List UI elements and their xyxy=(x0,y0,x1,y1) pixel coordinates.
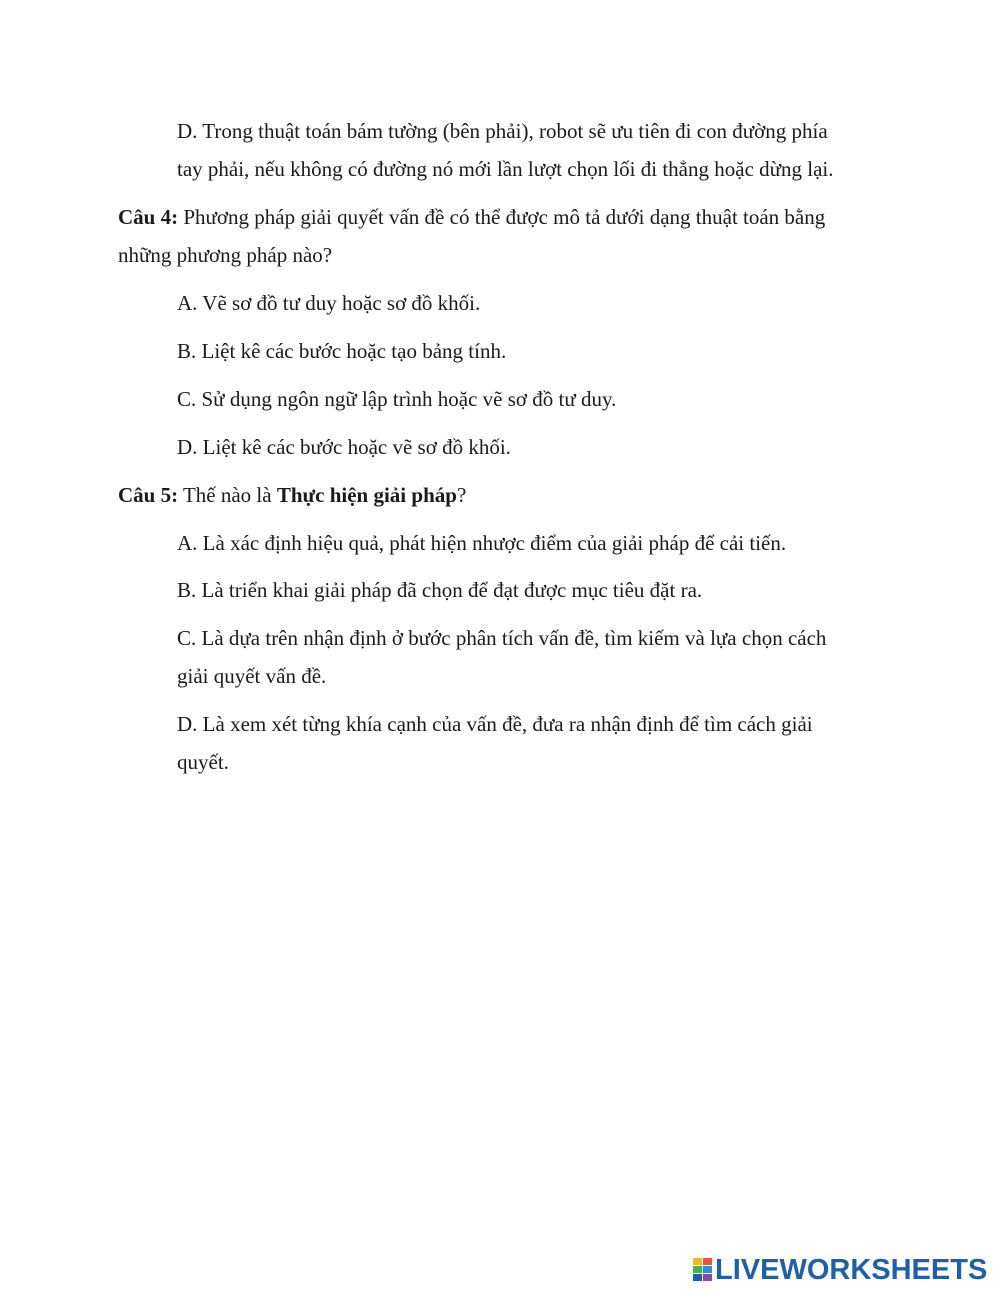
q3-option-d-line1: D. Trong thuật toán bám tường (bên phải), robot sẽ ưu tiên đi con đường phía xyxy=(177,119,828,143)
q5-option-a: A. Là xác định hiệu quả, phát hiện nhược điểm của giải pháp để cải tiến. xyxy=(177,531,787,555)
question-5-text: Thế nào là xyxy=(178,483,277,507)
q5-option-d-line2: quyết. xyxy=(177,750,229,774)
question-4-label: Câu 4: xyxy=(118,205,179,229)
question-4-line1 xyxy=(118,205,825,229)
q4-option-b: B. Liệt kê các bước hoặc tạo bảng tính. xyxy=(177,339,507,363)
q4-option-c: C. Sử dụng ngôn ngữ lập trình hoặc vẽ sơ đồ tư duy. xyxy=(177,387,617,411)
liveworksheets-blocks-icon xyxy=(693,1256,713,1284)
q5-option-c-line1: C. Là dựa trên nhận định ở bước phân tích vấn đề, tìm kiếm và lựa chọn cách xyxy=(177,626,827,650)
liveworksheets-logo xyxy=(693,1253,987,1287)
question-5-punct: ? xyxy=(456,483,467,507)
question-5-label: Câu 5: xyxy=(118,483,179,507)
question-5-bold-term: Thực hiện giải pháp xyxy=(276,483,457,507)
q5-option-b: B. Là triển khai giải pháp đã chọn để đạt được mục tiêu đặt ra. xyxy=(177,578,703,602)
question-4-text: Phương pháp giải quyết vấn đề có thể được mô tả dưới dạng thuật toán bằng xyxy=(178,205,826,229)
q5-option-d-line1: D. Là xem xét từng khía cạnh của vấn đề, đưa ra nhận định để tìm cách giải xyxy=(177,712,813,736)
q3-option-d-line2: tay phải, nếu không có đường nó mới lần lượt chọn lối đi thẳng hoặc dừng lại. xyxy=(177,157,834,181)
q4-option-a: A. Vẽ sơ đồ tư duy hoặc sơ đồ khối. xyxy=(177,291,481,315)
question-5 xyxy=(118,483,466,507)
q5-option-c-line2: giải quyết vấn đề. xyxy=(177,664,327,688)
liveworksheets-wordmark: LIVEWORKSHEETS xyxy=(715,1253,988,1286)
q4-option-d: D. Liệt kê các bước hoặc vẽ sơ đồ khối. xyxy=(177,435,511,459)
question-4-line2: những phương pháp nào? xyxy=(118,243,333,267)
